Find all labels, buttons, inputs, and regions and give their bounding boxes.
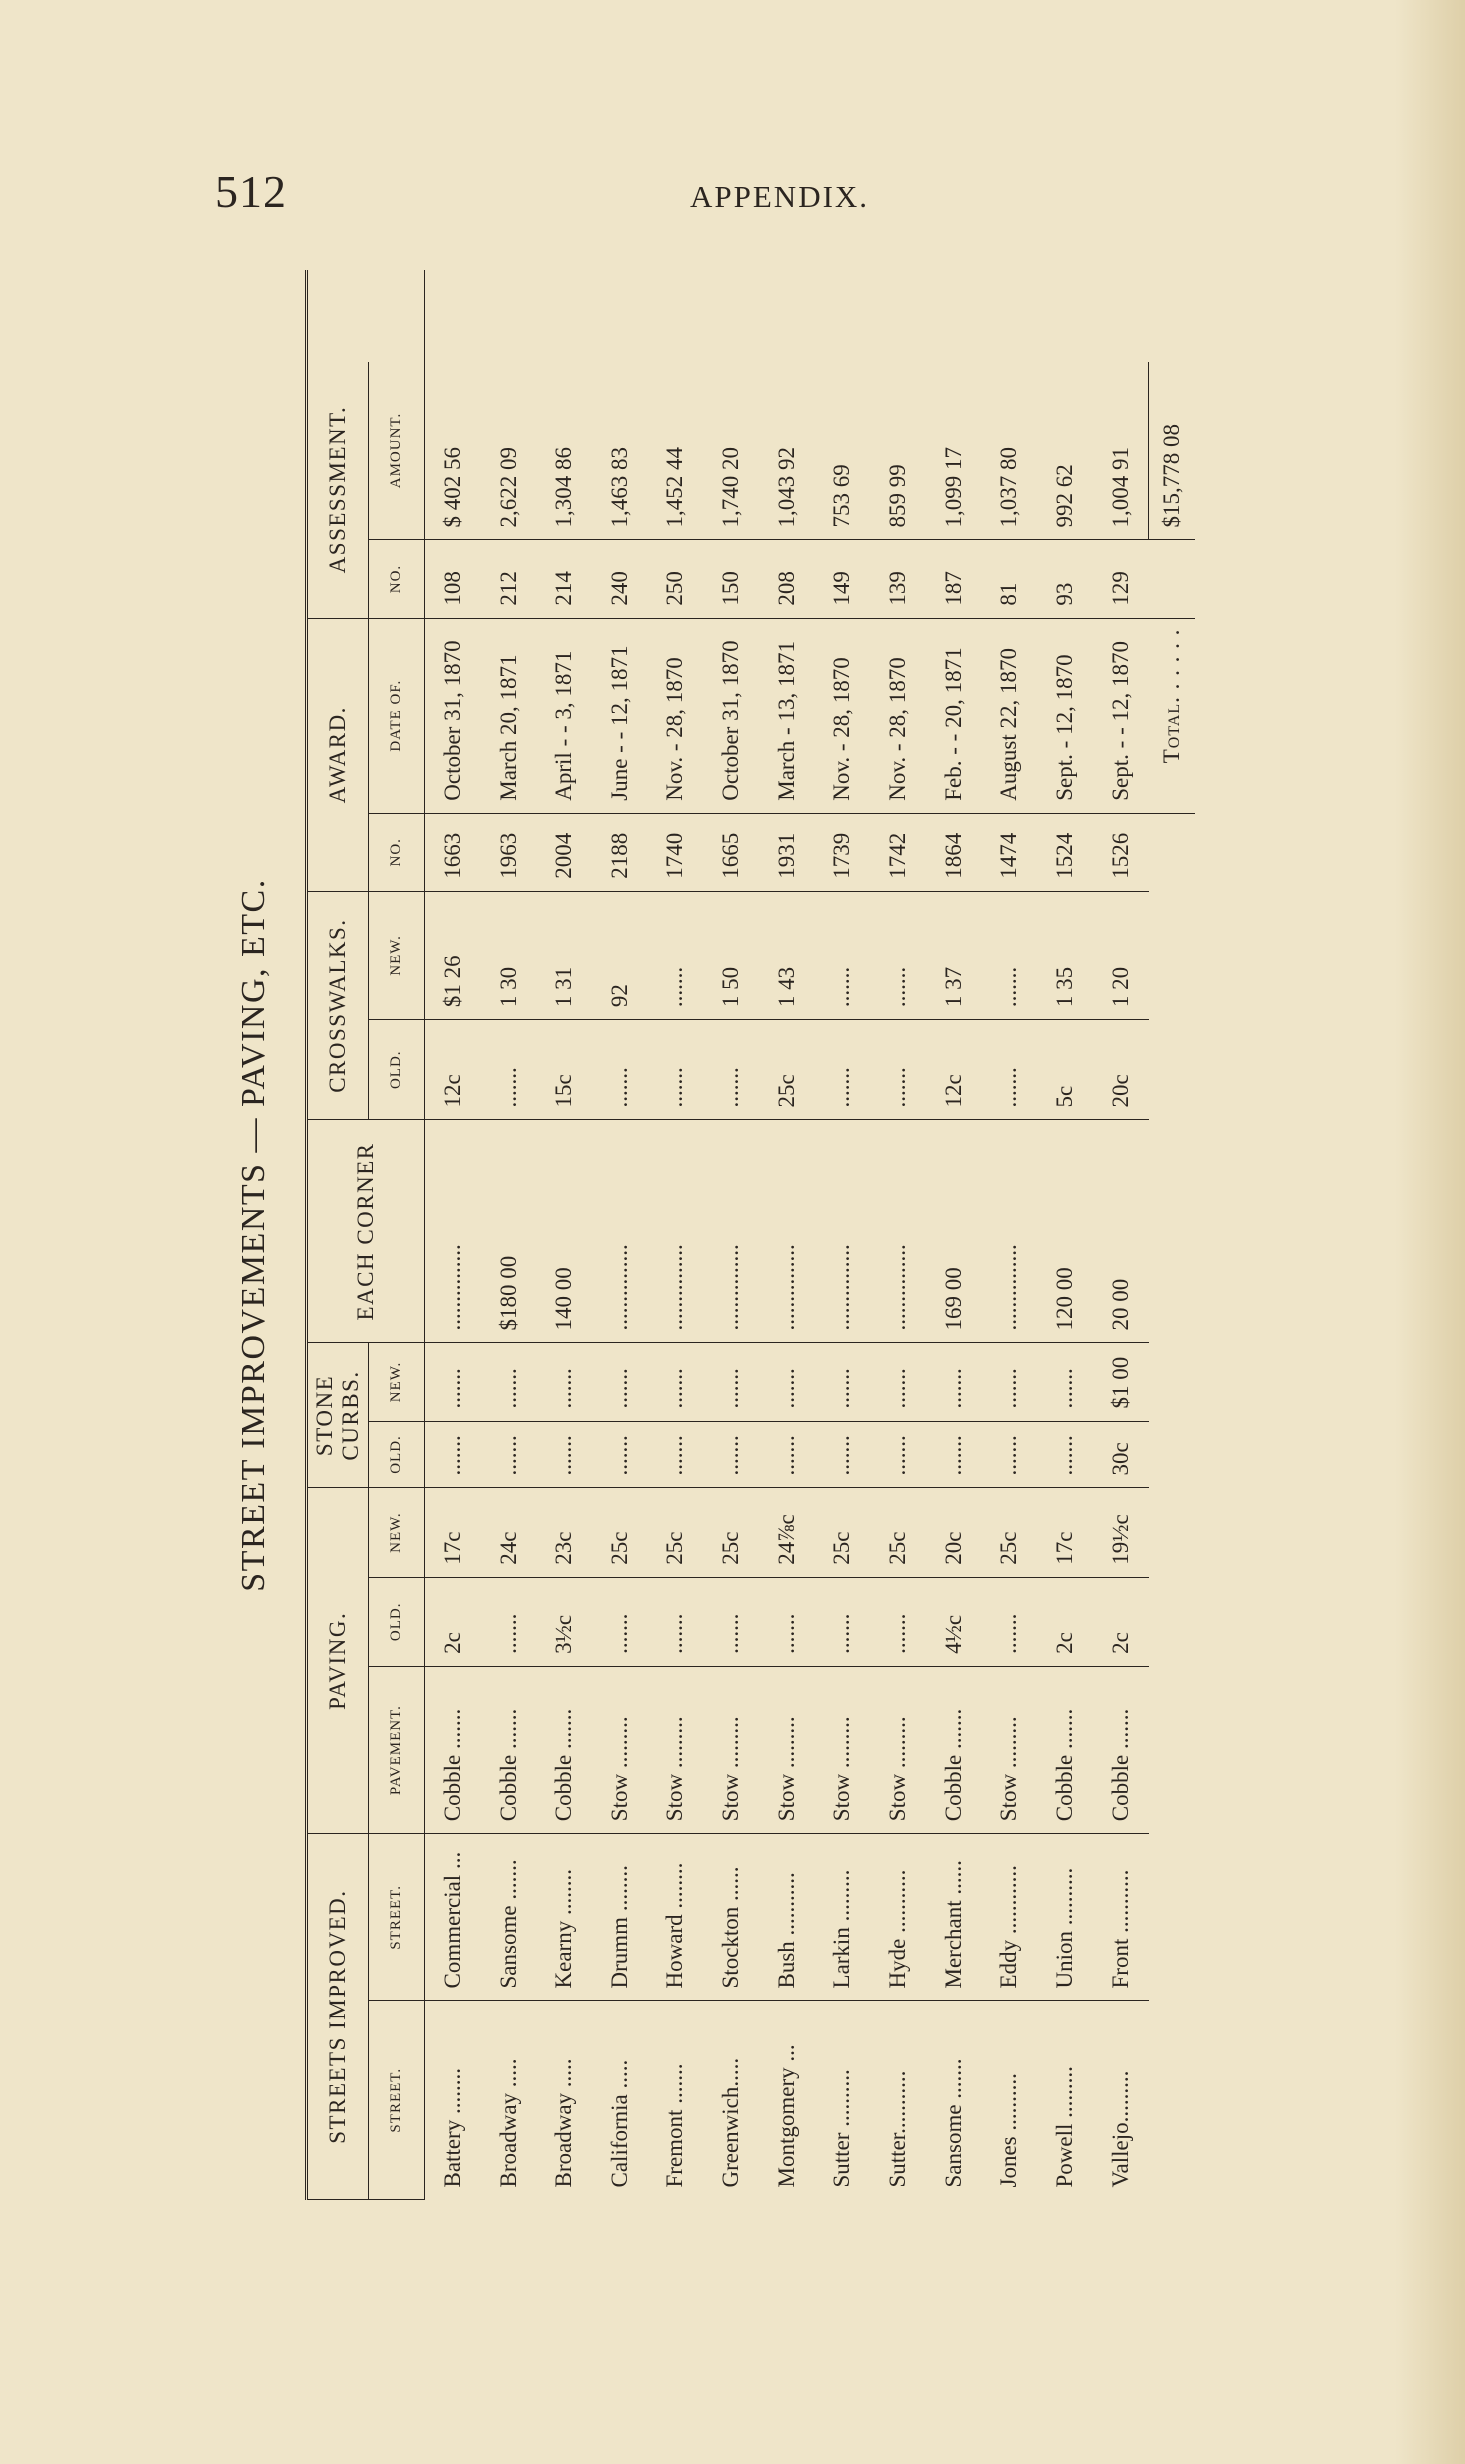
cell-improved: Kearny ........ <box>536 1834 592 2001</box>
table-row <box>592 270 648 2200</box>
cell-paving-old: ....... <box>648 1577 704 1666</box>
cell-pavement: Cobble ....... <box>1037 1666 1093 1833</box>
cell-award-no: 1742 <box>870 813 926 891</box>
cell-assess-no: 214 <box>536 540 592 618</box>
cell-amount: $ 402 56 <box>425 362 481 540</box>
cell-filler <box>592 270 648 362</box>
total-amount: $15,778 08 <box>1149 362 1195 540</box>
cell-filler <box>1093 270 1149 362</box>
cell-curbs-new: ....... <box>703 1343 759 1421</box>
col-curbs-old: OLD. <box>369 1421 425 1488</box>
cell-cross-new: ....... <box>870 891 926 1019</box>
cell-filler <box>481 270 537 362</box>
cell-filler <box>926 270 982 362</box>
cell-cross-old: 20c <box>1093 1020 1149 1120</box>
cell-assess-no: 250 <box>648 540 704 618</box>
col-cross-new: NEW. <box>369 891 425 1019</box>
cell-curbs-new: ....... <box>981 1343 1037 1421</box>
cell-pavement: Cobble ....... <box>425 1666 481 1833</box>
cell-paving-new: 24c <box>481 1488 537 1577</box>
table-row <box>536 270 592 2200</box>
cell-award-no: 1739 <box>815 813 871 891</box>
cell-pavement: Stow ......... <box>759 1666 815 1833</box>
cell-assess-no: 81 <box>981 540 1037 618</box>
cell-assess-no: 108 <box>425 540 481 618</box>
cell-street: Sutter .......... <box>829 2069 855 2188</box>
cell-award-date: March 20, 1871 <box>481 618 537 813</box>
cell-pavement: Stow ......... <box>703 1666 759 1833</box>
cell-cross-new: ....... <box>815 891 871 1019</box>
cell-paving-new: 25c <box>815 1488 871 1577</box>
cell-amount: 1,452 44 <box>648 362 704 540</box>
cell-paving-old: 4½c <box>926 1577 982 1666</box>
cell-paving-new: 25c <box>648 1488 704 1577</box>
cell-paving-old: ....... <box>981 1577 1037 1666</box>
cell-corner: ............... <box>870 1120 926 1343</box>
cell-award-no: 1474 <box>981 813 1037 891</box>
total-row <box>1149 270 1195 2200</box>
total-spacer <box>1149 813 1195 2199</box>
table-row <box>926 270 982 2200</box>
cell-cross-old: 15c <box>536 1020 592 1120</box>
cell-curbs-old: ....... <box>759 1421 815 1488</box>
group-award: AWARD. <box>307 618 369 891</box>
cell-street: Powell ......... <box>1051 2066 1077 2188</box>
cell-assess-no: 208 <box>759 540 815 618</box>
cell-pavement: Stow ......... <box>648 1666 704 1833</box>
cell-award-no: 2188 <box>592 813 648 891</box>
cell-paving-old: ....... <box>481 1577 537 1666</box>
cell-pavement: Stow ......... <box>981 1666 1037 1833</box>
cell-paving-old: 2c <box>425 1577 481 1666</box>
cell-paving-old: ....... <box>870 1577 926 1666</box>
cell-cross-new: 1 30 <box>481 891 537 1019</box>
cell-curbs-old: ....... <box>425 1421 481 1488</box>
cell-amount: 1,004 91 <box>1093 362 1149 540</box>
cell-improved: Hyde ........... <box>870 1834 926 2001</box>
cell-award-date: Nov. - 28, 1870 <box>870 618 926 813</box>
cell-street: Montgomery ... <box>773 2044 799 2188</box>
cell-amount: 1,463 83 <box>592 362 648 540</box>
table-row <box>981 270 1037 2200</box>
cell-assess-no: 93 <box>1037 540 1093 618</box>
cell-assess-no: 150 <box>703 540 759 618</box>
cell-corner: ............... <box>592 1120 648 1343</box>
cell-paving-old: 3½c <box>536 1577 592 1666</box>
cell-cross-old: 12c <box>926 1020 982 1120</box>
cell-award-date: Nov. - 28, 1870 <box>815 618 871 813</box>
cell-amount: 1,043 92 <box>759 362 815 540</box>
cell-curbs-old: ....... <box>1037 1421 1093 1488</box>
cell-curbs-new: ....... <box>870 1343 926 1421</box>
table-row <box>1093 270 1149 2200</box>
total-assess-no <box>1149 540 1195 618</box>
total-label: Total. . . . . . <box>1149 618 1195 813</box>
cell-assess-no: 212 <box>481 540 537 618</box>
cell-amount: 1,304 86 <box>536 362 592 540</box>
cell-improved: Eddy ............ <box>981 1834 1037 2001</box>
cell-cross-new: 1 37 <box>926 891 982 1019</box>
col-paving-new: NEW. <box>369 1488 425 1577</box>
col-curbs-new: NEW. <box>369 1343 425 1421</box>
cell-filler <box>648 270 704 362</box>
cell-corner: ............... <box>981 1120 1037 1343</box>
cell-paving-new: 23c <box>536 1488 592 1577</box>
cell-improved: Larkin ......... <box>815 1834 871 2001</box>
cell-pavement: Stow ......... <box>815 1666 871 1833</box>
cell-amount: 1,037 80 <box>981 362 1037 540</box>
cell-street: Sansome ....... <box>940 2058 966 2188</box>
cell-award-no: 1524 <box>1037 813 1093 891</box>
cell-award-date: April - - 3, 1871 <box>536 618 592 813</box>
cell-curbs-old: ....... <box>648 1421 704 1488</box>
cell-paving-new: 20c <box>926 1488 982 1577</box>
cell-curbs-old: ....... <box>870 1421 926 1488</box>
cell-improved: Sansome ....... <box>481 1834 537 2001</box>
group-paving: PAVING. <box>307 1488 369 1834</box>
cell-paving-new: 17c <box>425 1488 481 1577</box>
cell-curbs-new: ....... <box>1037 1343 1093 1421</box>
cell-improved: Union .......... <box>1037 1834 1093 2001</box>
page-edge-shade <box>1395 0 1465 2464</box>
cell-cross-old: ....... <box>648 1020 704 1120</box>
table-row <box>481 270 537 2200</box>
cell-cross-new: 1 31 <box>536 891 592 1019</box>
cell-street: Fremont ....... <box>662 2063 688 2188</box>
cell-award-date: June - - 12, 1871 <box>592 618 648 813</box>
cell-cross-old: ....... <box>592 1020 648 1120</box>
cell-filler <box>981 270 1037 362</box>
cell-amount: 1,740 20 <box>703 362 759 540</box>
table-row <box>815 270 871 2200</box>
cell-cross-new: 1 43 <box>759 891 815 1019</box>
cell-improved: Front ........... <box>1093 1834 1149 2001</box>
col-award-date: DATE OF. <box>369 618 425 813</box>
cell-pavement: Cobble ....... <box>481 1666 537 1833</box>
cell-cross-old: ....... <box>981 1020 1037 1120</box>
cell-pavement: Cobble ....... <box>926 1666 982 1833</box>
cell-assess-no: 149 <box>815 540 871 618</box>
cell-pavement: Stow ......... <box>870 1666 926 1833</box>
cell-corner: ............... <box>648 1120 704 1343</box>
sub-header-filler <box>369 270 425 362</box>
cell-curbs-new: $1 00 <box>1093 1343 1149 1421</box>
cell-filler <box>536 270 592 362</box>
cell-filler <box>703 270 759 362</box>
cell-curbs-old: ....... <box>703 1421 759 1488</box>
cell-award-date: Sept. - 12, 1870 <box>1037 618 1093 813</box>
cell-corner: 120 00 <box>1037 1120 1093 1343</box>
cell-corner: ............... <box>703 1120 759 1343</box>
cell-cross-new: ....... <box>981 891 1037 1019</box>
cell-award-date: Feb. - - 20, 1871 <box>926 618 982 813</box>
cell-paving-old: 2c <box>1037 1577 1093 1666</box>
cell-corner: 20 00 <box>1093 1120 1149 1343</box>
cell-pavement: Cobble ....... <box>1093 1666 1149 1833</box>
cell-street: Greenwich..... <box>718 2057 744 2188</box>
cell-assess-no: 129 <box>1093 540 1149 618</box>
cell-cross-new: $1 26 <box>425 891 481 1019</box>
table-row <box>870 270 926 2200</box>
running-head: APPENDIX. <box>690 179 870 214</box>
cell-award-date: October 31, 1870 <box>703 618 759 813</box>
cell-award-date: October 31, 1870 <box>425 618 481 813</box>
cell-filler <box>1037 270 1093 362</box>
cell-corner: $180 00 <box>481 1120 537 1343</box>
cell-improved: Bush ........... <box>759 1834 815 2001</box>
cell-improved: Drumm ........ <box>592 1834 648 2001</box>
cell-street: California ..... <box>606 2059 632 2188</box>
cell-paving-new: 25c <box>703 1488 759 1577</box>
cell-cross-old: 12c <box>425 1020 481 1120</box>
cell-curbs-new: ....... <box>759 1343 815 1421</box>
cell-assess-no: 240 <box>592 540 648 618</box>
cell-paving-new: 25c <box>870 1488 926 1577</box>
cell-paving-old: ....... <box>703 1577 759 1666</box>
cell-improved: Commercial ... <box>425 1834 481 2001</box>
cell-paving-new: 17c <box>1037 1488 1093 1577</box>
cell-award-no: 1663 <box>425 813 481 891</box>
cell-curbs-new: ....... <box>536 1343 592 1421</box>
cell-award-no: 1931 <box>759 813 815 891</box>
table-row <box>759 270 815 2200</box>
cell-award-no: 2004 <box>536 813 592 891</box>
cell-pavement: Cobble ....... <box>536 1666 592 1833</box>
cell-paving-old: ....... <box>592 1577 648 1666</box>
group-crosswalks: CROSSWALKS. <box>307 891 369 1120</box>
cell-assess-no: 187 <box>926 540 982 618</box>
cell-curbs-old: ....... <box>536 1421 592 1488</box>
cell-filler <box>1149 270 1195 362</box>
col-assess-amount: AMOUNT. <box>369 362 425 540</box>
cell-cross-new: 92 <box>592 891 648 1019</box>
col-award-no: NO. <box>369 813 425 891</box>
cell-paving-new: 25c <box>592 1488 648 1577</box>
cell-curbs-old: ....... <box>926 1421 982 1488</box>
cell-curbs-new: ....... <box>481 1343 537 1421</box>
cell-award-date: August 22, 1870 <box>981 618 1037 813</box>
cell-amount: 2,622 09 <box>481 362 537 540</box>
cell-award-date: March - 13, 1871 <box>759 618 815 813</box>
cell-amount: 992 62 <box>1037 362 1093 540</box>
cell-cross-old: 25c <box>759 1020 815 1120</box>
rotated-table-block <box>235 270 1205 2200</box>
cell-street: Vallejo......... <box>1107 2070 1133 2188</box>
cell-paving-old: 2c <box>1093 1577 1149 1666</box>
cell-cross-old: ....... <box>815 1020 871 1120</box>
page-number: 512 <box>215 166 287 217</box>
cell-curbs-new: ....... <box>815 1343 871 1421</box>
cell-curbs-new: ....... <box>425 1343 481 1421</box>
group-streets-improved: STREETS IMPROVED. <box>307 1834 369 2200</box>
cell-street: Battery ........ <box>439 2068 465 2188</box>
cell-improved: Merchant ...... <box>926 1834 982 2001</box>
cell-improved: Stockton ...... <box>703 1834 759 2001</box>
table-row <box>425 270 481 2200</box>
cell-corner: ............... <box>815 1120 871 1343</box>
cell-paving-old: ....... <box>815 1577 871 1666</box>
col-assess-no: NO. <box>369 540 425 618</box>
cell-cross-old: 5c <box>1037 1020 1093 1120</box>
cell-amount: 1,099 17 <box>926 362 982 540</box>
group-assessment: ASSESSMENT. <box>307 362 369 619</box>
street-improvements-table <box>305 270 1195 2200</box>
cell-paving-new: 24⅞c <box>759 1488 815 1577</box>
cell-corner: ............... <box>425 1120 481 1343</box>
cell-award-no: 1740 <box>648 813 704 891</box>
col-cross-old: OLD. <box>369 1020 425 1120</box>
cell-paving-new: 25c <box>981 1488 1037 1577</box>
cell-curbs-new: ....... <box>592 1343 648 1421</box>
table-row <box>1037 270 1093 2200</box>
cell-corner: 140 00 <box>536 1120 592 1343</box>
cell-paving-new: 19½c <box>1093 1488 1149 1577</box>
cell-amount: 753 69 <box>815 362 871 540</box>
cell-improved: Howard ........ <box>648 1834 704 2001</box>
group-each-corner: EACH CORNER <box>307 1120 425 1343</box>
cell-award-no: 1963 <box>481 813 537 891</box>
group-header-row <box>307 270 369 2200</box>
cell-cross-new: 1 35 <box>1037 891 1093 1019</box>
cell-award-no: 1665 <box>703 813 759 891</box>
cell-filler <box>870 270 926 362</box>
col-paving-old: OLD. <box>369 1577 425 1666</box>
cell-award-date: Nov. - 28, 1870 <box>648 618 704 813</box>
cell-curbs-old: 30c <box>1093 1421 1149 1488</box>
cell-corner: ............... <box>759 1120 815 1343</box>
cell-street: Broadway ..... <box>551 2058 577 2188</box>
cell-street: Sutter........... <box>885 2070 910 2188</box>
col-street: STREET. <box>369 2001 425 2200</box>
cell-cross-old: ....... <box>870 1020 926 1120</box>
cell-street: Broadway ..... <box>495 2058 521 2188</box>
header-filler <box>307 270 369 362</box>
cell-pavement: Stow ......... <box>592 1666 648 1833</box>
cell-filler <box>425 270 481 362</box>
cell-cross-new: ....... <box>648 891 704 1019</box>
cell-cross-old: ....... <box>703 1020 759 1120</box>
cell-filler <box>815 270 871 362</box>
cell-award-no: 1526 <box>1093 813 1149 891</box>
col-pavement: PAVEMENT. <box>369 1666 425 1833</box>
cell-curbs-new: ....... <box>648 1343 704 1421</box>
cell-curbs-old: ....... <box>481 1421 537 1488</box>
col-street-improved: STREET. <box>369 1834 425 2001</box>
group-stone-curbs: STONE CURBS. <box>307 1343 369 1488</box>
cell-curbs-old: ....... <box>815 1421 871 1488</box>
cell-award-date: Sept. - - 12, 1870 <box>1093 618 1149 813</box>
cell-curbs-old: ....... <box>592 1421 648 1488</box>
table-row <box>703 270 759 2200</box>
cell-street: Jones .......... <box>996 2073 1022 2188</box>
table-body <box>425 270 1196 2200</box>
table-title: STREET IMPROVEMENTS — PAVING, ETC. <box>235 878 272 1592</box>
cell-corner: 169 00 <box>926 1120 982 1343</box>
cell-cross-old: ....... <box>481 1020 537 1120</box>
cell-curbs-old: ....... <box>981 1421 1037 1488</box>
cell-cross-new: 1 50 <box>703 891 759 1019</box>
table-row <box>648 270 704 2200</box>
cell-assess-no: 139 <box>870 540 926 618</box>
cell-filler <box>759 270 815 362</box>
cell-paving-old: ....... <box>759 1577 815 1666</box>
cell-curbs-new: ....... <box>926 1343 982 1421</box>
cell-amount: 859 99 <box>870 362 926 540</box>
cell-award-no: 1864 <box>926 813 982 891</box>
cell-cross-new: 1 20 <box>1093 891 1149 1019</box>
page-header <box>215 165 915 225</box>
